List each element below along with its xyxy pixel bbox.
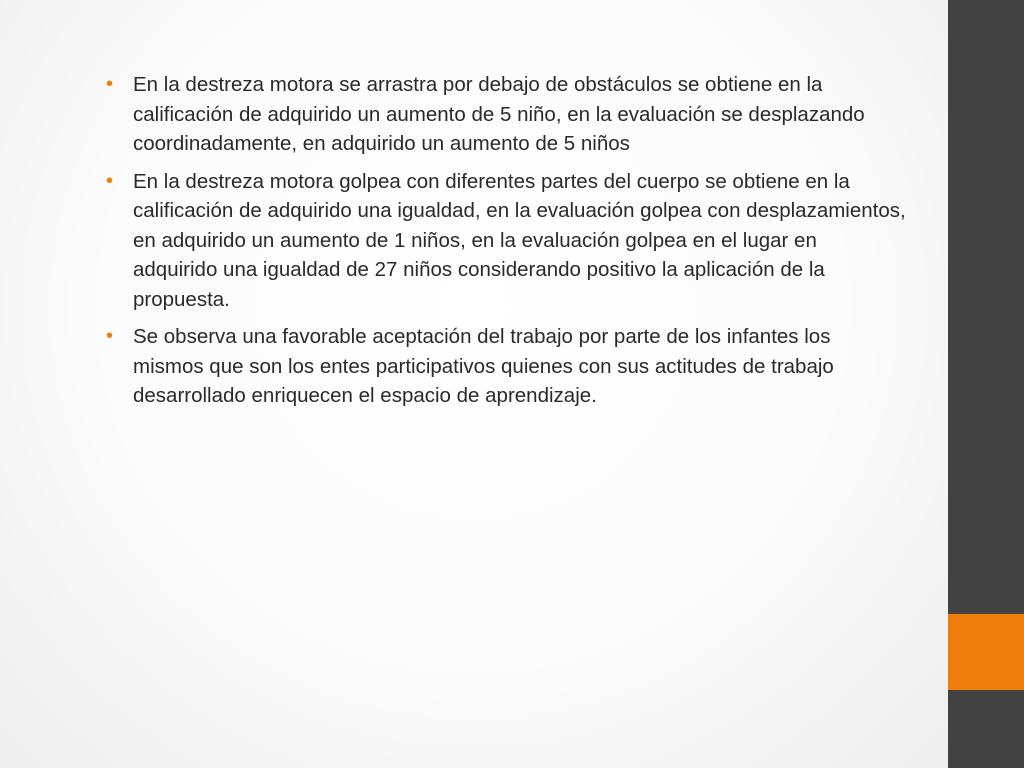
bullet-marker: •: [106, 325, 114, 347]
orange-accent-block: [948, 614, 1024, 690]
bullet-text: En la destreza motora se arrastra por debajo de obstáculos se obtiene en la calificación de adquirido un aumento de 5 niño, en la evaluación se desplazando coordinadamente, en adquirido un aumento de 5 niños: [133, 73, 865, 155]
bullet-item: [106, 70, 906, 159]
bullet-marker: •: [106, 73, 114, 95]
bullet-list: [106, 70, 906, 419]
bullet-marker: •: [106, 169, 114, 192]
bullet-item: [106, 167, 906, 315]
bullet-text: En la destreza motora golpea con diferentes partes del cuerpo se obtiene en la calificación de adquirido una igualdad, en la evaluación golpea con desplazamientos, en adquirido un aumento de 1 niños, en la evaluación golpea en el lugar en adquirido una igualdad de 27 niños considerando positivo la aplicación de la propuesta.: [133, 169, 906, 311]
sidebar-decoration: [948, 0, 1024, 768]
bullet-text: Se observa una favorable aceptación del trabajo por parte de los infantes los mismos que son los entes participativos quienes con sus actitudes de trabajo desarrollado enriquecen el espacio de aprendizaje.: [133, 325, 834, 407]
bullet-item: [106, 322, 906, 411]
